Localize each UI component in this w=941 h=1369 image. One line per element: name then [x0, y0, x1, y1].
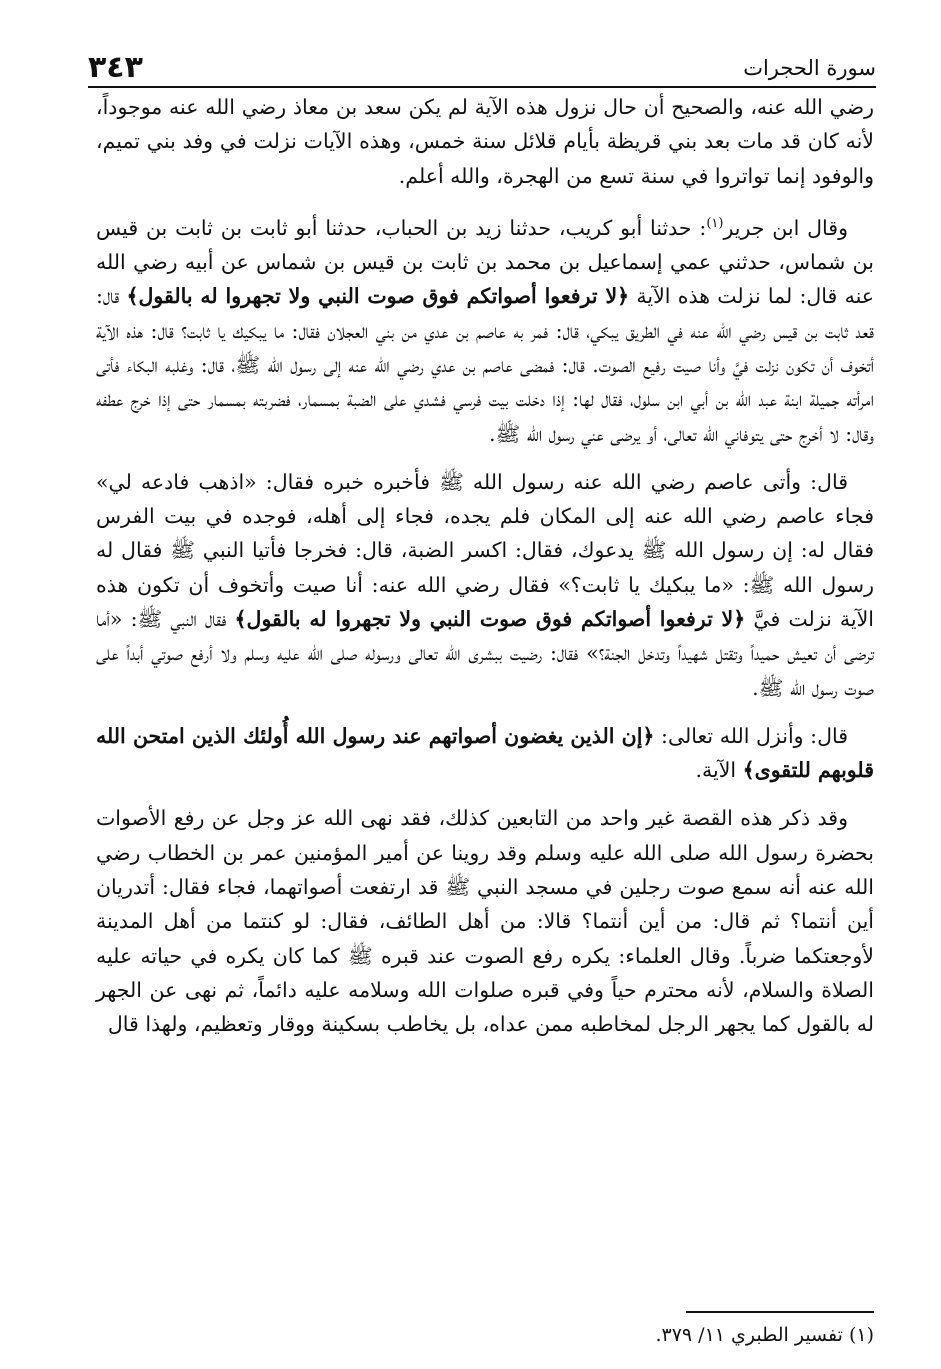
body-text: [96, 90, 874, 1056]
footnote: (١) تفسير الطبري ١١/ ٣٧٩.: [655, 1324, 874, 1346]
paragraph: [96, 801, 874, 1041]
text-segment: وقد ذكر هذه القصة غير واحد من التابعين كذلك، فقد نهى الله عز وجل عن رفع الأصوات بحضرة رسول الله صلى الله عليه وسلم وقد روينا عن أمير المؤمنين عمر بن الخطاب رضي الله عنه أنه سمع صوت رجلين في مسجد النبي ﷺ قد ارتفعت أصواتهما، فجاء فقال: أتدريان أين أنتما؟ ثم قال: من أين أنتما؟ قالا: من أهل الطائف، فقال: لو كنتما من أهل المدينة لأوجعتكما ضرباً. وقال العلماء: يكره رفع الصوت عند قبره ﷺ كما كان يكره في حياته عليه الصلاة والسلام، لأنه محترم حياً وفي قبره صلوات الله وسلامه عليه دائماً، ثم نهى عن الجهر له بالقول كما يجهر الرجل لمخاطبه ممن عداه، بل يخاطب بسكينة ووقار وتعظيم، ولهذا قال: [96, 806, 874, 1037]
text-segment: وقال ابن جرير: [723, 215, 848, 240]
paragraph: [96, 719, 874, 788]
text-segment: قال: قعد ثابت بن قيس رضي الله عنه في الطريق يبكي، قال: فمر به عاصم بن عدي من بني العجلان فقال: ما يبكيك يا ثابت؟ قال: هذه الآية أتخوف أن تكون نزلت فيَّ وأنا صيت رفيع الصوت. قال: فمضى عاصم بن عدي رضي الله عنه إلى رسول الله ﷺ، قال: وغلبه البكاء فأتى امرأته جميلة ابنة عبد الله بن أبي ابن سلول، فقال لها: إذا دخلت بيت فرسي فشدي على الضبة بمسمار، فضربته بمسمار حتى إذا خرج عطفه وقال: لا أخرج حتى يتوفاني الله تعالى، أو يرضى عني رسول الله ﷺ.: [96, 284, 874, 446]
quran-verse: ﴿لا ترفعوا أصواتكم فوق صوت النبي ولا تجهروا له بالقول﴾: [234, 606, 746, 631]
footnote-divider: [686, 1311, 874, 1313]
text-segment: قال: وأنزل الله تعالى:: [654, 723, 849, 748]
page-number: ٣٤٣: [88, 50, 143, 85]
text-segment: الآية.: [695, 758, 743, 783]
text-segment: قال: وأتى عاصم رضي الله عنه رسول الله ﷺ فأخبره خبره فقال: «اذهب فادعه لي» فجاء عاصم رضي الله عنه إلى المكان فلم يجده، فجاء إلى أهله، فوجده في بيت الفرس فقال له: إن رسول الله ﷺ يدعوك، فقال: اكسر الضبة، قال: فخرجا فأتيا النبي ﷺ فقال له رسول الله ﷺ: «ما يبكيك يا ثابت؟» فقال رضي الله عنه: أنا صيت وأتخوف أن تكون هذه الآية نزلت فيَّ: [96, 469, 874, 631]
paragraph: [96, 207, 874, 451]
footnote-ref: (١): [706, 215, 724, 231]
page-header: [88, 46, 876, 88]
text-segment: : حدثنا أبو كريب، حدثنا زيد بن الحباب، حدثنا أبو ثابت بن ثابت بن قيس بن شماس، حدثني عمي إسماعيل بن محمد بن ثابت بن قيس بن شماس عن أبيه رضي الله عنه قال: لما نزلت هذه الآية: [96, 215, 874, 309]
quran-verse: ﴿إن الذين يغضون أصواتهم عند رسول الله أُولئك الذين امتحن الله قلوبهم للتقوى﴾: [96, 723, 874, 783]
paragraph: [96, 465, 874, 705]
paragraph: [96, 90, 874, 193]
text-segment: فقال النبي ﷺ: «أما ترضى أن تعيش حميداً وتقتل شهيداً وتدخل الجنة؟» فقال: رضيت ببشرى الله تعالى ورسوله صلى الله عليه وسلم ولا أرفع صوتي أبداً على صوت رسول الله ﷺ.: [96, 606, 874, 700]
surah-title: سورة الحجرات: [743, 56, 876, 80]
text-segment: رضي الله عنه، والصحيح أن حال نزول هذه الآية لم يكن سعد بن معاذ رضي الله عنه موجوداً، لأنه كان قد مات بعد بني قريظة بأيام قلائل سنة خمس، وهذه الآيات نزلت في وفد بني تميم، والوفود إنما تواتروا في سنة تسع من الهجرة، والله أعلم.: [96, 95, 874, 188]
quran-verse: ﴿لا ترفعوا أصواتكم فوق صوت النبي ولا تجهروا له بالقول﴾: [126, 284, 630, 309]
